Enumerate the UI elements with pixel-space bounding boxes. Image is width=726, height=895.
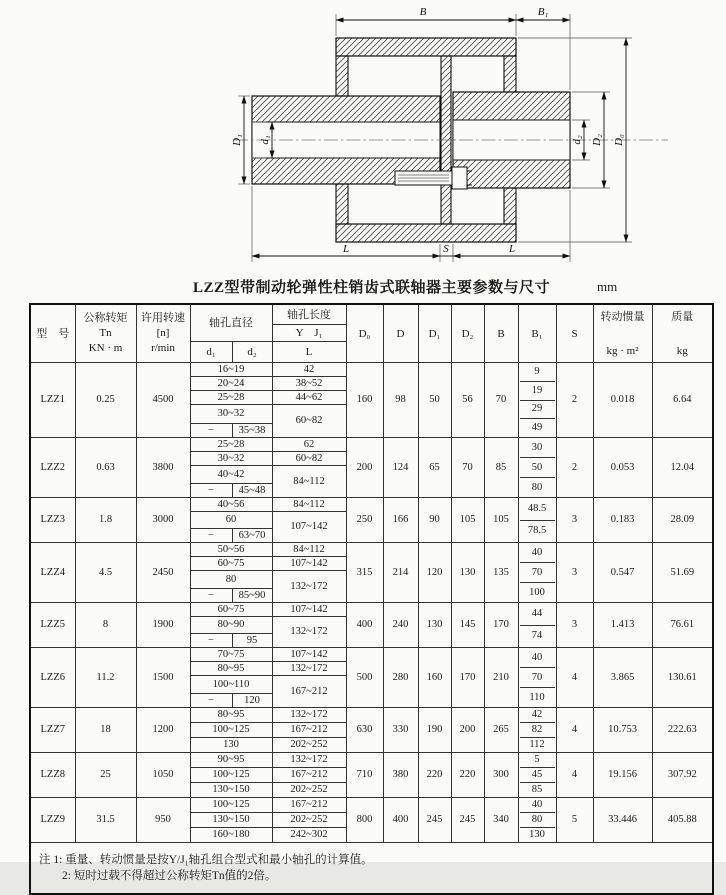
cell-bore-length: 167~212 (272, 768, 346, 783)
cell-bore-d1: − (190, 424, 232, 438)
cell-d2: 200 (451, 708, 484, 753)
b1-subcell: 30 (520, 438, 555, 458)
bore-subrow (30, 753, 713, 768)
cell-d1: 220 (418, 753, 451, 798)
b1-subcell: 29 (520, 401, 555, 420)
cell-bore-length: 42 (272, 363, 346, 377)
cell-model: LZZ3 (30, 498, 75, 543)
dim-label-d0: D₀ (613, 134, 625, 146)
cell-s: 4 (556, 753, 593, 798)
cell-d2: 130 (451, 543, 484, 603)
cell-d: 280 (383, 648, 418, 708)
cell-bore-range: 100~125 (190, 768, 272, 783)
cell-mass: 51.69 (652, 543, 713, 603)
cell-s: 2 (556, 363, 593, 438)
cell-model: LZZ7 (30, 708, 75, 753)
note-line-2: 2: 短时过载不得超过公称转矩Tn值的2倍。 (62, 870, 277, 882)
cell-d: 214 (383, 543, 418, 603)
cell-inertia: 10.753 (593, 708, 652, 753)
col-header-d1: D₁ (418, 304, 451, 363)
cell-inertia: 0.053 (593, 438, 652, 498)
b1-subcell: 110 (529, 691, 545, 703)
cell-d2: 105 (451, 498, 484, 543)
cell-d0: 250 (346, 498, 383, 543)
cell-bore-d1: − (190, 694, 232, 708)
cell-bore-length: 167~212 (272, 798, 346, 813)
cell-torque: 8 (75, 603, 136, 648)
cell-bore-d2: 120 (232, 694, 272, 708)
cell-s: 5 (556, 798, 593, 843)
cell-model: LZZ1 (30, 363, 75, 438)
cell-mass: 76.61 (652, 603, 713, 648)
cell-torque: 18 (75, 708, 136, 753)
dim-label-d1-bore: d₁ (259, 135, 271, 145)
cell-b: 340 (484, 798, 518, 843)
cell-bore-length: 242~302 (272, 828, 346, 843)
cell-bore-length: 132~172 (272, 708, 346, 723)
cell-model: LZZ2 (30, 438, 75, 498)
cell-d2: 70 (451, 438, 484, 498)
b1-subcell: 40 (520, 543, 555, 563)
cell-s: 3 (556, 603, 593, 648)
cell-bore-range: 25~28 (190, 391, 272, 405)
cell-torque: 0.63 (75, 438, 136, 498)
cell-d1: 245 (418, 798, 451, 843)
b1-subcell: 112 (529, 739, 545, 750)
b1-subcell: 130 (529, 829, 545, 840)
cell-inertia: 1.413 (593, 603, 652, 648)
b1-subcell: 50 (520, 458, 555, 478)
cell-torque: 11.2 (75, 648, 136, 708)
cell-bore-range: 130 (190, 738, 272, 753)
coupling-drawing-svg (0, 0, 726, 272)
cell-d1: 120 (418, 543, 451, 603)
b1-subcell: 40 (520, 798, 555, 813)
col-header-b: B (484, 304, 518, 363)
cell-inertia: 33.446 (593, 798, 652, 843)
cell-speed: 1900 (136, 603, 190, 648)
cell-model: LZZ6 (30, 648, 75, 708)
cell-bore-length: 132~172 (272, 753, 346, 768)
cell-model: LZZ4 (30, 543, 75, 603)
cell-b: 210 (484, 648, 518, 708)
cell-d: 166 (383, 498, 418, 543)
bore-subrow (30, 498, 713, 512)
cell-bore-range: 130~150 (190, 813, 272, 828)
cell-mass: 222.63 (652, 708, 713, 753)
col-header-bore-diameter: 轴孔直径 (190, 304, 272, 342)
cell-b1 (518, 363, 556, 438)
b1-subcell: 49 (531, 422, 543, 434)
cell-bore-range: 50~56 (190, 543, 272, 557)
cell-bore-length: 84~112 (272, 543, 346, 557)
cell-bore-range: 100~125 (190, 798, 272, 813)
b1-subcell: 74 (531, 630, 543, 642)
cell-bore-length: 132~172 (272, 662, 346, 676)
cell-bore-range: 80~95 (190, 662, 272, 676)
cell-d0: 630 (346, 708, 383, 753)
cell-bore-length: 44~62 (272, 391, 346, 405)
cell-torque: 0.25 (75, 363, 136, 438)
cell-b: 135 (484, 543, 518, 603)
cell-mass: 6.64 (652, 363, 713, 438)
cell-torque: 25 (75, 753, 136, 798)
cell-d: 240 (383, 603, 418, 648)
cell-d: 400 (383, 798, 418, 843)
cell-bore-length: 202~252 (272, 783, 346, 798)
cell-bore-range: 16~19 (190, 363, 272, 377)
cell-bore-length: 132~172 (272, 617, 346, 648)
b1-subcell: 48.5 (520, 498, 555, 521)
cell-b1 (518, 603, 556, 648)
cell-bore-range: 20~24 (190, 377, 272, 391)
cell-d1: 65 (418, 438, 451, 498)
dim-label-b: B (419, 6, 427, 18)
cell-b: 170 (484, 603, 518, 648)
dim-label-b1: B₁ (537, 6, 549, 18)
cell-d1: 90 (418, 498, 451, 543)
cell-bore-length: 38~52 (272, 377, 346, 391)
cell-d1: 190 (418, 708, 451, 753)
cell-model: LZZ9 (30, 798, 75, 843)
b1-subcell: 19 (520, 382, 555, 401)
col-header-speed: 许用转速 [n] r/min (136, 304, 190, 363)
cell-d: 98 (383, 363, 418, 438)
cell-inertia: 0.183 (593, 498, 652, 543)
cell-bore-length: 60~82 (272, 405, 346, 438)
cell-bore-length: 202~252 (272, 738, 346, 753)
col-header-model: 型 号 (30, 304, 75, 363)
cell-bore-range: 160~180 (190, 828, 272, 843)
col-header-mass: 质量 kg (652, 304, 713, 363)
cell-speed: 3000 (136, 498, 190, 543)
cell-b1 (518, 753, 556, 798)
cell-d0: 400 (346, 603, 383, 648)
cell-b: 300 (484, 753, 518, 798)
cell-mass: 130.61 (652, 648, 713, 708)
cell-d: 330 (383, 708, 418, 753)
cell-b1 (518, 498, 556, 543)
bore-subrow (30, 543, 713, 557)
title-row (30, 272, 713, 302)
cell-b1 (518, 798, 556, 843)
cell-bore-range: 60~75 (190, 557, 272, 571)
cell-mass: 405.88 (652, 798, 713, 843)
dim-label-d2-outer: D₂ (591, 134, 603, 146)
cell-bore-range: 60 (190, 512, 272, 529)
col-header-d: D (383, 304, 418, 363)
cell-bore-range: 30~32 (190, 452, 272, 466)
cell-bore-range: 100~125 (190, 723, 272, 738)
coupling-section-drawing (0, 0, 726, 272)
col-header-inertia: 转动惯量 kg · m² (593, 304, 652, 363)
cell-bore-d2: 45~48 (232, 484, 272, 498)
cell-bore-length: 167~212 (272, 723, 346, 738)
bore-subrow (30, 648, 713, 662)
cell-d0: 315 (346, 543, 383, 603)
cell-speed: 4500 (136, 363, 190, 438)
col-header-d2-sub: d₂ (232, 342, 272, 363)
cell-bore-length: 84~112 (272, 498, 346, 512)
b1-subcell: 42 (520, 708, 555, 723)
col-header-torque: 公称转矩 Tn KN · m (75, 304, 136, 363)
cell-mass: 307.92 (652, 753, 713, 798)
cell-s: 3 (556, 498, 593, 543)
cell-torque: 1.8 (75, 498, 136, 543)
cell-bore-range: 70~75 (190, 648, 272, 662)
cell-b: 105 (484, 498, 518, 543)
cell-d2: 145 (451, 603, 484, 648)
b1-subcell: 40 (520, 648, 555, 668)
cell-d0: 160 (346, 363, 383, 438)
b1-subcell: 70 (520, 563, 555, 583)
bore-subrow (30, 438, 713, 452)
cell-d0: 200 (346, 438, 383, 498)
dim-label-l-right: L (508, 243, 516, 255)
cell-speed: 1200 (136, 708, 190, 753)
cell-bore-length: 107~142 (272, 557, 346, 571)
unit-label: mm (597, 279, 618, 294)
cell-torque: 31.5 (75, 798, 136, 843)
cell-d: 124 (383, 438, 418, 498)
b1-subcell: 9 (520, 363, 555, 382)
bore-subrow (30, 363, 713, 377)
col-header-d2: D₂ (451, 304, 484, 363)
b1-subcell: 45 (520, 768, 555, 783)
bore-subrow (30, 708, 713, 723)
cell-d2: 56 (451, 363, 484, 438)
col-header-d1-sub: d₁ (190, 342, 232, 363)
b1-subcell: 100 (529, 586, 545, 598)
cell-bore-d1: − (190, 529, 232, 543)
cell-bore-d2: 63~70 (232, 529, 272, 543)
cell-b1 (518, 708, 556, 753)
cell-bore-length: 84~112 (272, 466, 346, 498)
cell-bore-length: 107~142 (272, 512, 346, 543)
cell-inertia: 19.156 (593, 753, 652, 798)
cell-bore-range: 130~150 (190, 783, 272, 798)
cell-bore-range: 80~95 (190, 708, 272, 723)
cell-b: 85 (484, 438, 518, 498)
b1-subcell: 78.5 (527, 525, 547, 537)
cell-bore-range: 40~56 (190, 498, 272, 512)
cell-bore-length: 60~82 (272, 452, 346, 466)
cell-model: LZZ5 (30, 603, 75, 648)
cell-d1: 160 (418, 648, 451, 708)
cell-bore-d2: 85~90 (232, 589, 272, 603)
b1-subcell: 5 (520, 753, 555, 768)
cell-bore-range: 90~95 (190, 753, 272, 768)
col-header-bore-length: 轴孔长度 (272, 304, 346, 325)
bore-subrow (30, 603, 713, 617)
cell-bore-length: 107~142 (272, 603, 346, 617)
cell-bore-length: 132~172 (272, 571, 346, 603)
cell-d: 380 (383, 753, 418, 798)
cell-s: 3 (556, 543, 593, 603)
cell-b1 (518, 543, 556, 603)
cell-bore-range: 100~110 (190, 676, 272, 694)
cell-d2: 170 (451, 648, 484, 708)
cell-s: 4 (556, 648, 593, 708)
dim-label-l-left: L (342, 243, 350, 255)
cell-speed: 950 (136, 798, 190, 843)
cell-bore-range: 40~42 (190, 466, 272, 484)
cell-bore-d2: 35~38 (232, 424, 272, 438)
cell-d0: 710 (346, 753, 383, 798)
page-title: LZZ型带制动轮弹性柱销齿式联轴器主要参数与尺寸 (192, 280, 551, 296)
cell-bore-range: 80~90 (190, 617, 272, 634)
cell-model: LZZ8 (30, 753, 75, 798)
col-header-d0: D₀ (346, 304, 383, 363)
cell-bore-range: 25~28 (190, 438, 272, 452)
b1-subcell: 82 (520, 723, 555, 738)
b1-subcell: 44 (520, 603, 555, 626)
cell-mass: 28.09 (652, 498, 713, 543)
cell-b: 70 (484, 363, 518, 438)
cell-bore-length: 167~212 (272, 676, 346, 708)
cell-mass: 12.04 (652, 438, 713, 498)
cell-speed: 1500 (136, 648, 190, 708)
cell-inertia: 0.547 (593, 543, 652, 603)
cell-bore-range: 80 (190, 571, 272, 589)
cell-bore-range: 60~75 (190, 603, 272, 617)
spec-table (29, 303, 714, 895)
cell-torque: 4.5 (75, 543, 136, 603)
b1-subcell: 80 (520, 813, 555, 828)
col-header-l-sub: L (272, 342, 346, 363)
cell-d0: 800 (346, 798, 383, 843)
cell-bore-length: 62 (272, 438, 346, 452)
cell-inertia: 3.865 (593, 648, 652, 708)
col-header-b1: B₁ (518, 304, 556, 363)
cell-bore-length: 107~142 (272, 648, 346, 662)
cell-bore-d1: − (190, 589, 232, 603)
dim-label-s: S (443, 243, 449, 255)
cell-d2: 220 (451, 753, 484, 798)
cell-speed: 3800 (136, 438, 190, 498)
cell-s: 2 (556, 438, 593, 498)
cell-speed: 1050 (136, 753, 190, 798)
table-notes (30, 843, 713, 895)
cell-b1 (518, 438, 556, 498)
dim-label-d2-bore: d₂ (571, 135, 583, 145)
cell-bore-range: 30~32 (190, 405, 272, 424)
cell-bore-length: 202~252 (272, 813, 346, 828)
dim-label-d1-outer: D₁ (231, 134, 243, 146)
bore-subrow (30, 798, 713, 813)
cell-s: 4 (556, 708, 593, 753)
cell-b1 (518, 648, 556, 708)
cell-inertia: 0.018 (593, 363, 652, 438)
b1-subcell: 85 (531, 784, 543, 795)
cell-bore-d1: − (190, 634, 232, 648)
b1-subcell: 70 (520, 668, 555, 688)
cell-d1: 130 (418, 603, 451, 648)
cell-d1: 50 (418, 363, 451, 438)
cell-bore-d1: − (190, 484, 232, 498)
cell-bore-d2: 95 (232, 634, 272, 648)
cell-b: 265 (484, 708, 518, 753)
b1-subcell: 80 (531, 481, 543, 493)
cell-d2: 245 (451, 798, 484, 843)
col-header-s: S (556, 304, 593, 363)
cell-d0: 500 (346, 648, 383, 708)
col-header-yj1: Y J₁ (272, 325, 346, 342)
note-line-1: 注 1: 重量、转动惯量是按Y/J₁轴孔组合型式和最小轴孔的计算值。 (39, 854, 373, 866)
cell-speed: 2450 (136, 543, 190, 603)
